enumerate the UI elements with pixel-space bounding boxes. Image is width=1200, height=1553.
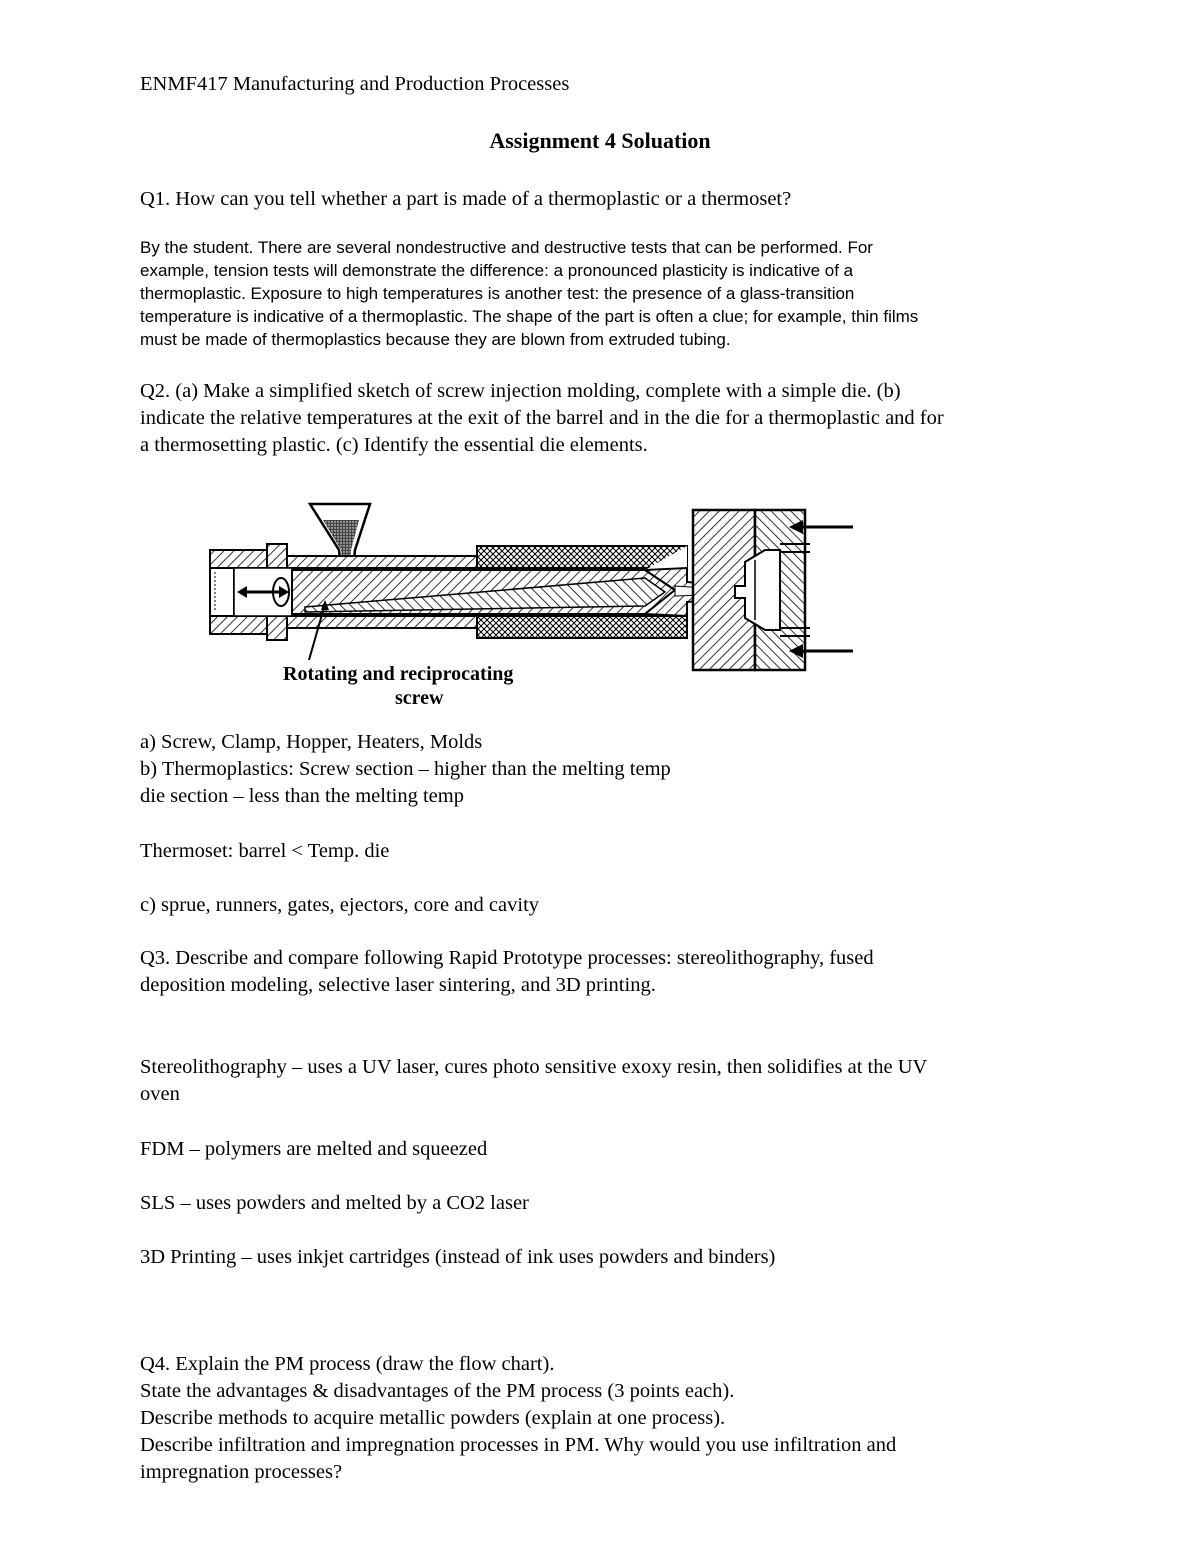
q4-line: Describe infiltration and impregnation processes in PM. Why would you use infiltration and [140,1434,897,1456]
figure-label: Rotating and reciprocating [283,663,514,685]
q3-answer-line: Stereolithography – uses a UV laser, cures photo sensitive exoxy resin, then solidifies at the UV [140,1056,928,1078]
q4-line: State the advantages & disadvantages of the PM process (3 points each). [140,1380,735,1402]
q2-answer-b: b) Thermoplastics: Screw section – higher than the melting temp [140,758,671,780]
figure-label: screw [395,687,444,709]
q3-fdm: FDM – polymers are melted and squeezed [140,1138,488,1160]
q2-question-line: a thermosetting plastic. (c) Identify the essential die elements. [140,434,648,456]
q3-answer-line: oven [140,1083,180,1105]
q1-answer-line: thermoplastic. Exposure to high temperatures is another test: the presence of a glass-transition [140,284,855,303]
q2-question [140,378,1065,459]
course-header: ENMF417 Manufacturing and Production Processes [140,73,570,95]
q1-answer [140,236,1065,351]
heater-band [477,616,687,638]
q3-question-line: Q3. Describe and compare following Rapid Prototype processes: stereolithography, fused [140,947,874,969]
q2-answer-c: c) sprue, runners, gates, ejectors, core and cavity [140,894,540,916]
q2-question-line: Q2. (a) Make a simplified sketch of screw injection molding, complete with a simple die. (b) [140,380,901,402]
q4-line: impregnation processes? [140,1461,343,1483]
rotating-reciprocating-screw [292,570,675,614]
q2-answer-thermoset: Thermoset: barrel < Temp. die [140,840,390,862]
q1-answer-line: By the student. There are several nondestructive and destructive tests that can be performed. For [140,238,873,257]
mold [693,510,853,670]
q1-question: Q1. How can you tell whether a part is made of a thermoplastic or a thermoset? [140,188,792,210]
q3-sls: SLS – uses powders and melted by a CO2 laser [140,1192,529,1214]
q4-line: Describe methods to acquire metallic powders (explain at one process). [140,1407,726,1429]
q3-question [140,945,1065,999]
q1-answer-line: example, tension tests will demonstrate the difference: a pronounced plasticity is indicative of a [140,261,854,280]
q4-line: Q4. Explain the PM process (draw the flow chart). [140,1353,555,1375]
q3-3d-printing: 3D Printing – uses inkjet cartridges (instead of ink uses powders and binders) [140,1246,776,1268]
q4-question [140,1351,1065,1486]
injection-molding-diagram [205,500,865,715]
q2-answer-a: a) Screw, Clamp, Hopper, Heaters, Molds [140,731,483,753]
q2-question-line: indicate the relative temperatures at the exit of the barrel and in the die for a thermoplastic and for [140,407,944,429]
assignment-title: Assignment 4 Soluation [489,128,711,153]
q2-answers [140,729,1065,810]
drive-unit [210,568,292,616]
q2-answer-b: die section – less than the melting temp [140,785,464,807]
q1-answer-line: must be made of thermoplastics because they are blown from extruded tubing. [140,330,731,349]
q1-answer-line: temperature is indicative of a thermoplastic. The shape of the part is often a clue; for example, thin films [140,307,919,326]
q3-question-line: deposition modeling, selective laser sintering, and 3D printing. [140,974,656,996]
q3-stereolithography [140,1054,1065,1108]
